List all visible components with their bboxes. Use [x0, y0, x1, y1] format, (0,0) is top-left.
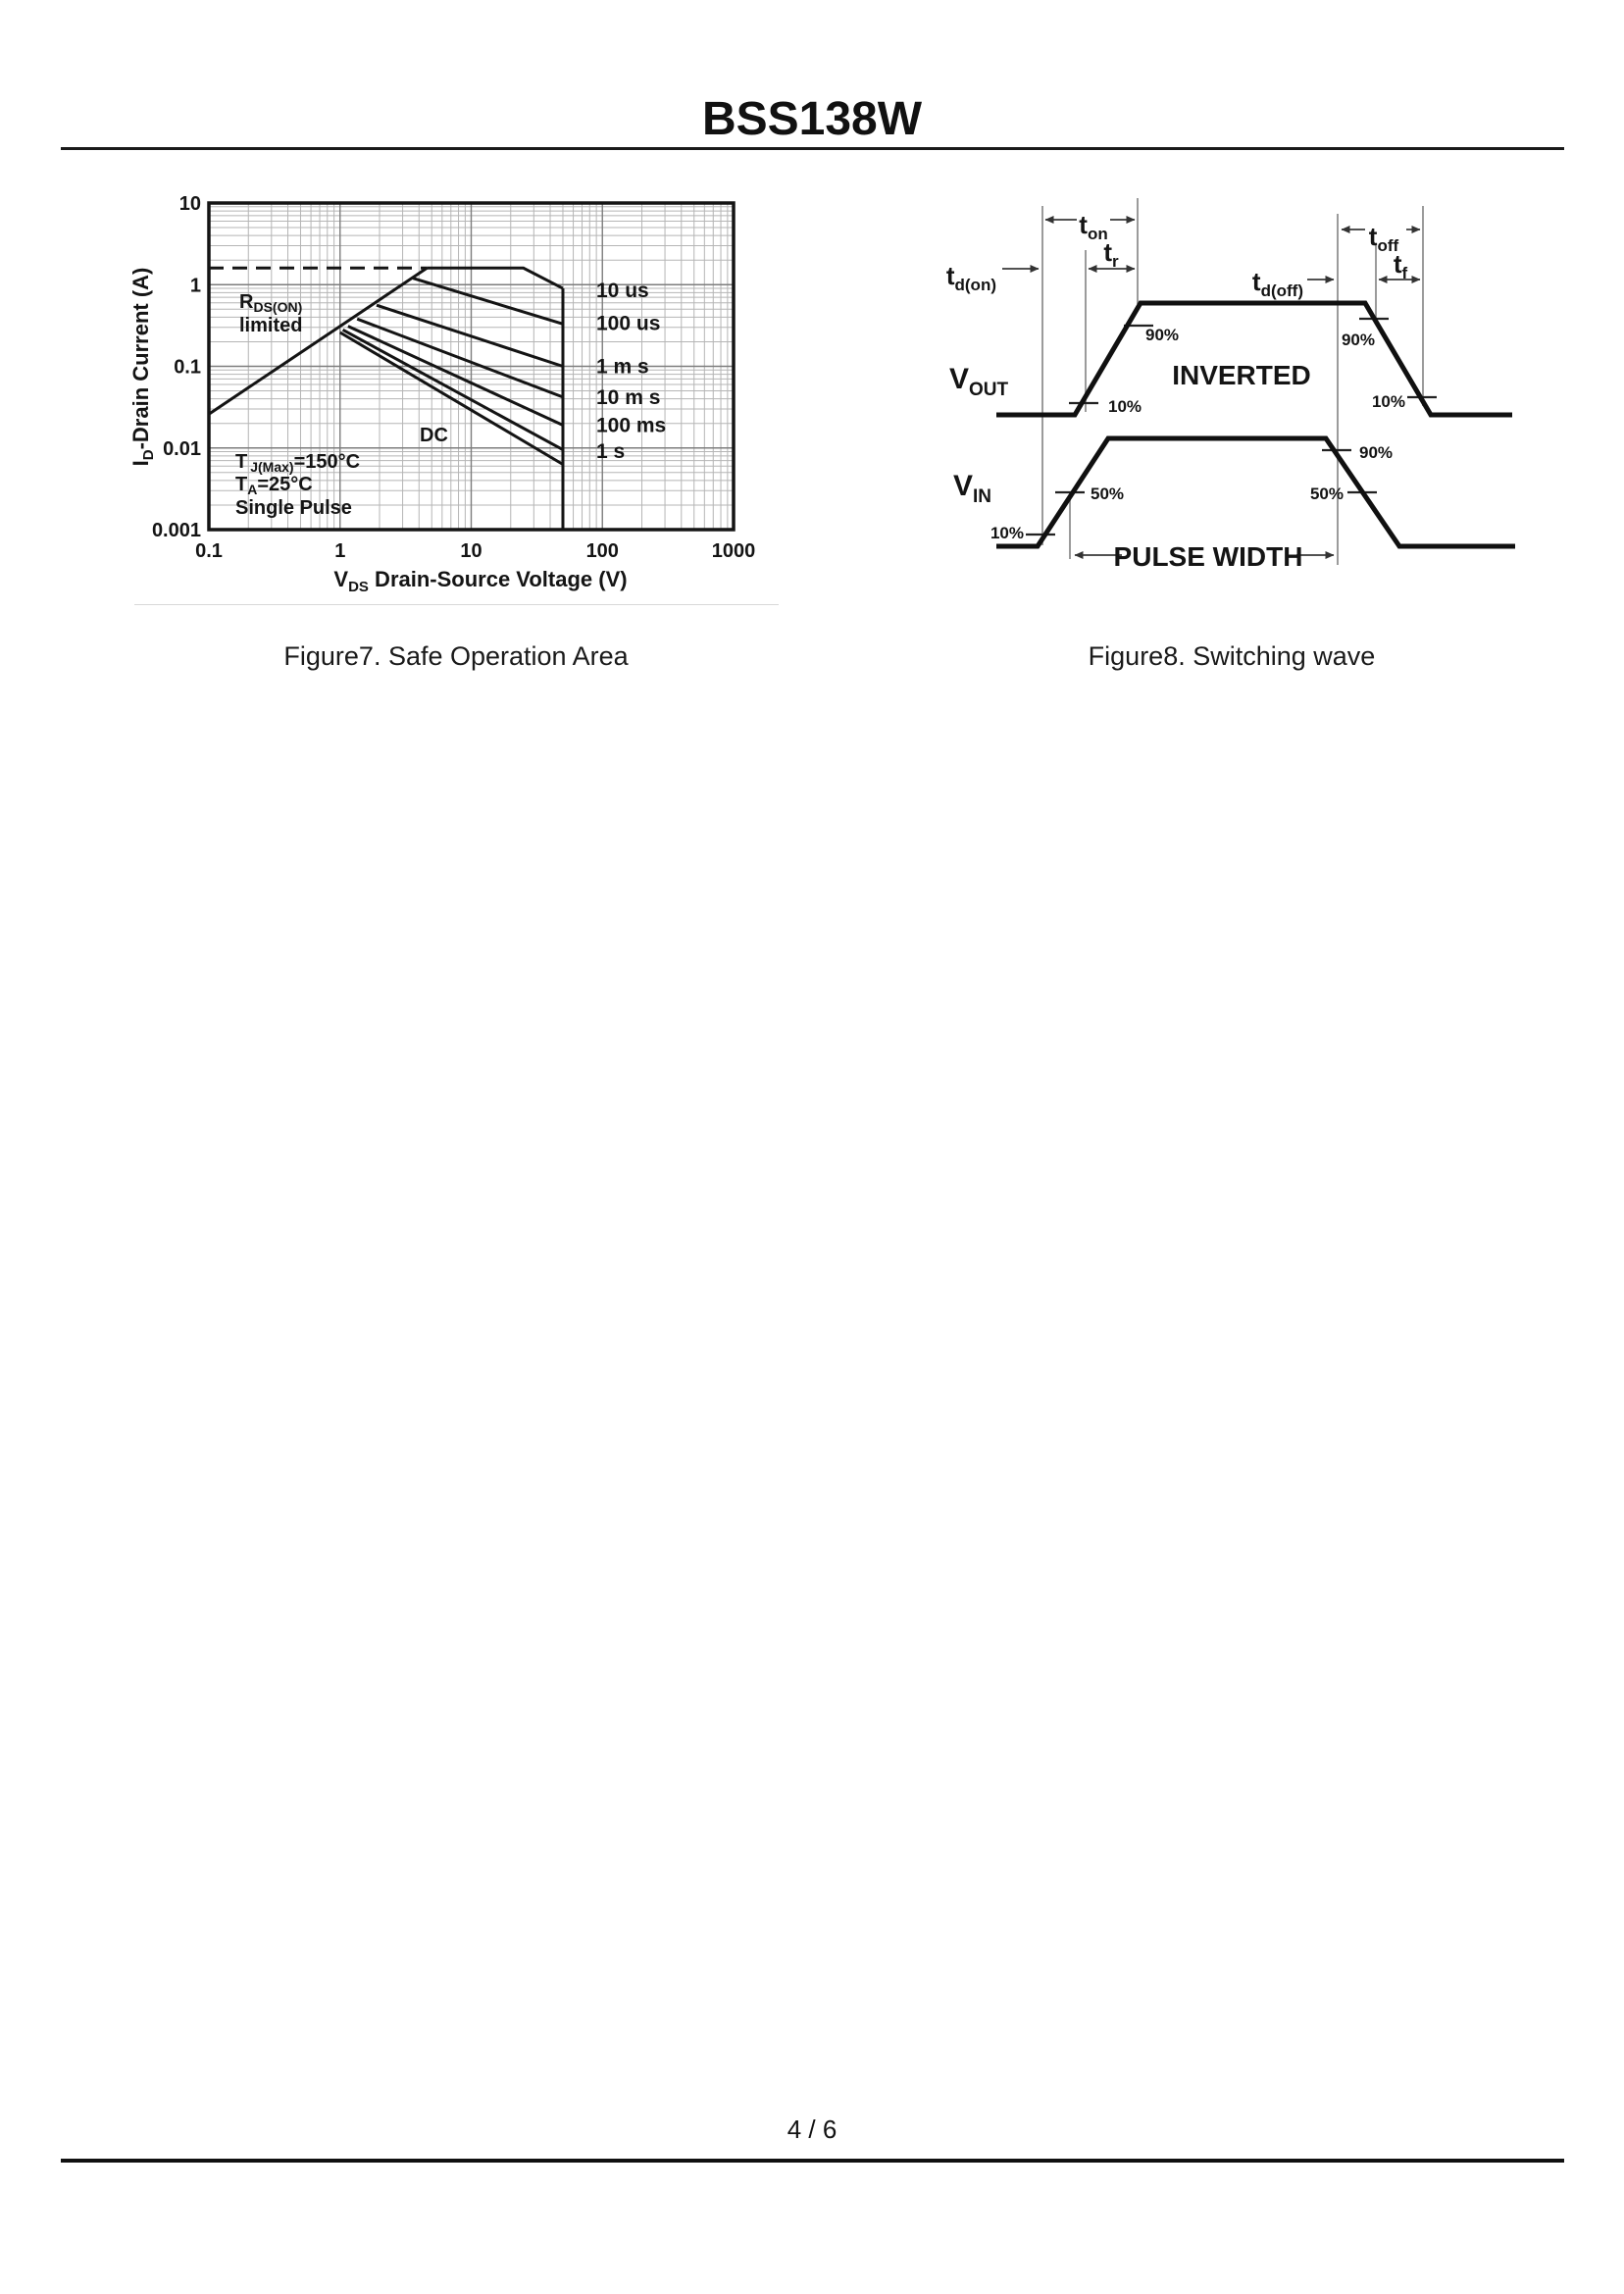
figure7-image-bottom-edge [134, 604, 779, 605]
figure8-caption: Figure8. Switching wave [1088, 641, 1376, 671]
figure7-caption: Figure7. Safe Operation Area [283, 641, 629, 671]
x-tick-label: 1000 [711, 540, 756, 562]
vout-fall-90-label: 90% [1341, 331, 1375, 349]
td-off-label: $t_{d(off)}$ [1251, 267, 1303, 300]
page-title: BSS138W [701, 93, 923, 145]
vin-waveform [996, 438, 1515, 546]
vout-rise-90-label: 90% [1145, 326, 1180, 344]
page-number: 4 / 6 [787, 2115, 837, 2144]
x-tick-label: 0.1 [195, 540, 223, 562]
annotation-limited: limited [239, 315, 303, 336]
x-tick-label: 1 [334, 540, 346, 562]
inverted-label: INVERTED [1172, 360, 1311, 390]
figure7-soa-chart [93, 167, 794, 613]
y-tick-label: 0.001 [151, 520, 201, 541]
pulse-width-label: PULSE WIDTH [1113, 541, 1303, 572]
vout-label: $V_{OUT}$ [949, 363, 1009, 400]
y-tick-label: 0.1 [174, 356, 201, 379]
t-f-label: $t_f$ [1393, 249, 1408, 282]
x-tick-label: 10 [460, 540, 482, 562]
annotation-ta: $T_A=25^\circ C$ [235, 474, 313, 497]
vin-fall-50-label: 50% [1309, 484, 1344, 503]
figure8-switching-wave-diagram [927, 181, 1579, 593]
annotation-tjmax: T $_{J(Max)}$=150°C [235, 451, 361, 475]
y-axis-label: $I_D$-Drain Current (A) [128, 267, 157, 467]
soa-curve-RDS-ON-limited [209, 268, 427, 414]
vin-label: $V_{IN}$ [953, 470, 992, 507]
vout-fall-10-label: 10% [1371, 392, 1405, 411]
header-rule [61, 147, 1564, 150]
y-tick-label: 10 [178, 193, 201, 215]
soa-duration-label: 10 us [596, 280, 649, 303]
y-tick-label: 0.01 [163, 437, 201, 460]
annotation-single-pulse: Single Pulse [235, 497, 352, 519]
annotation-rdson: $R_{DS(ON)}$ [239, 291, 303, 315]
annotation-dc: DC [420, 425, 448, 446]
soa-curve-10-m-s [357, 319, 563, 397]
soa-curve-10-us [427, 268, 563, 288]
footer-rule [61, 2159, 1564, 2163]
t-off-label: $t_{off}$ [1368, 222, 1399, 255]
vout-rise-10-label: 10% [1108, 397, 1142, 416]
soa-curve-1-s [343, 330, 563, 449]
x-axis-label: $V_{DS}$ Drain-Source Voltage (V) [333, 567, 628, 595]
t-r-label: $t_r$ [1103, 237, 1119, 271]
t-on-label: $t_{on}$ [1079, 210, 1108, 243]
soa-duration-label: 1 m s [596, 355, 649, 379]
soa-duration-label: 100 us [596, 312, 661, 335]
vin-fall-90-label: 90% [1359, 443, 1394, 462]
y-tick-label: 1 [189, 275, 201, 297]
soa-duration-label: 10 m s [596, 385, 661, 409]
soa-curve-100-ms [348, 327, 563, 426]
soa-duration-label: 1 s [596, 439, 626, 463]
soa-duration-label: 100 ms [596, 414, 667, 437]
td-on-label: $t_{d(on)}$ [945, 261, 996, 294]
vin-rise-50-label: 50% [1091, 484, 1125, 503]
waveforms [996, 303, 1515, 546]
level-ticks [1026, 319, 1437, 535]
x-tick-label: 100 [585, 540, 619, 562]
vin-rise-10-label: 10% [990, 524, 1024, 542]
